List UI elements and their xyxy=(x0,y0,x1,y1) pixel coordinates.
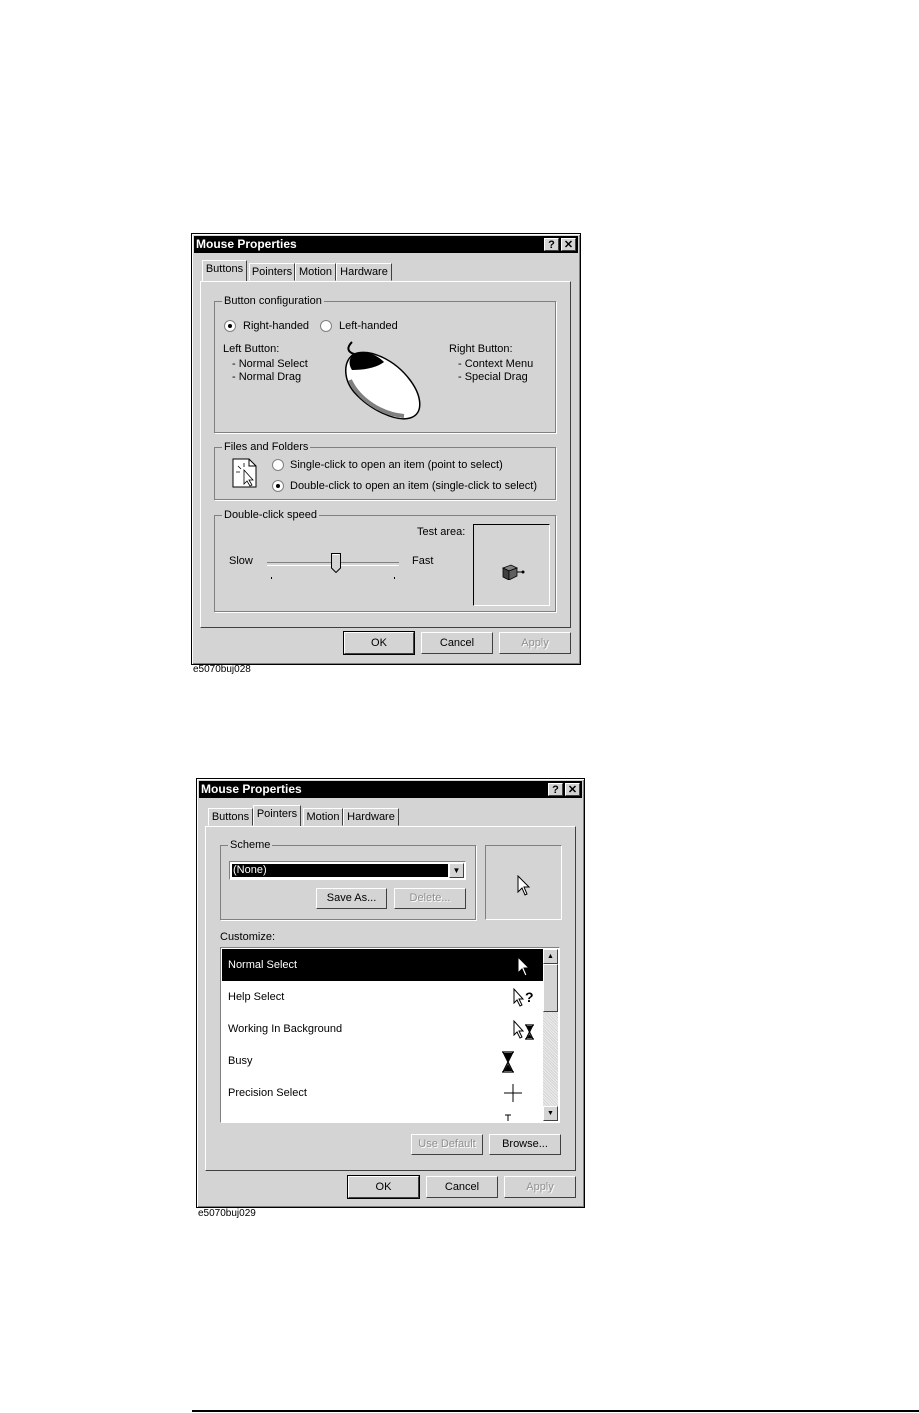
scroll-thumb[interactable] xyxy=(543,964,558,1012)
arrow-cursor-icon xyxy=(512,955,536,977)
help-button[interactable]: ? xyxy=(548,783,563,796)
list-item[interactable] xyxy=(222,1077,544,1109)
delete-button[interactable]: Delete... xyxy=(394,888,466,909)
dialog-title: Mouse Properties xyxy=(201,782,302,796)
jack-in-the-box-icon xyxy=(501,562,525,580)
page-footer-rule xyxy=(192,1410,919,1412)
button-configuration-legend: Button configuration xyxy=(224,295,322,307)
title-bar[interactable] xyxy=(199,781,582,798)
list-item-partial xyxy=(222,1109,544,1121)
double-click-speed-legend: Double-click speed xyxy=(224,509,317,521)
tab-buttons[interactable]: Buttons xyxy=(202,260,247,281)
tab-panel xyxy=(205,826,576,1171)
scheme-group xyxy=(220,839,476,920)
tab-buttons[interactable]: Buttons xyxy=(208,808,253,826)
right-handed-label[interactable]: Right-handed xyxy=(243,320,310,332)
mouse-illustration-icon xyxy=(340,340,430,422)
tab-hardware[interactable]: Hardware xyxy=(336,263,392,281)
scroll-down-button[interactable]: ▼ xyxy=(543,1106,558,1121)
list-scrollbar[interactable] xyxy=(543,949,558,1121)
close-button[interactable]: ✕ xyxy=(561,238,576,251)
speed-slider-tick-right xyxy=(394,577,395,579)
test-area-label: Test area: xyxy=(417,526,466,538)
list-item[interactable] xyxy=(222,1045,544,1077)
customize-label: Customize: xyxy=(220,931,276,943)
text-cursor-icon xyxy=(500,1113,524,1121)
pointer-name: Working In Background xyxy=(228,1023,343,1035)
dialog-title: Mouse Properties xyxy=(196,237,297,251)
close-button[interactable]: ✕ xyxy=(565,783,580,796)
scheme-legend: Scheme xyxy=(230,839,271,851)
left-handed-label[interactable]: Left-handed xyxy=(339,320,398,332)
list-item[interactable] xyxy=(222,981,544,1013)
right-handed-radio[interactable] xyxy=(224,320,236,332)
pointer-name: Precision Select xyxy=(228,1087,307,1099)
tab-hardware[interactable]: Hardware xyxy=(343,808,399,826)
hourglass-icon xyxy=(500,1051,524,1073)
figure-caption-2: e5070buj029 xyxy=(198,1208,256,1219)
svg-text:?: ? xyxy=(525,989,534,1005)
figure-caption-1: e5070buj028 xyxy=(193,664,251,675)
apply-button[interactable]: Apply xyxy=(499,632,571,654)
use-default-button[interactable]: Use Default xyxy=(411,1134,483,1155)
pointer-name: Normal Select xyxy=(228,959,298,971)
slow-label: Slow xyxy=(229,555,253,567)
double-click-label[interactable]: Double-click to open an item (single-click to select) xyxy=(290,480,537,492)
mouse-properties-dialog-pointers xyxy=(196,778,585,1208)
ok-button[interactable]: OK xyxy=(348,1176,419,1198)
left-button-item-2: - Normal Drag xyxy=(232,371,302,383)
scroll-up-button[interactable]: ▲ xyxy=(543,949,558,964)
test-area-box[interactable] xyxy=(473,524,550,606)
browse-button[interactable]: Browse... xyxy=(489,1134,561,1155)
save-as-button[interactable]: Save As... xyxy=(316,888,387,909)
right-button-title: Right Button: xyxy=(449,343,513,355)
tab-pointers[interactable]: Pointers xyxy=(249,263,295,281)
left-handed-radio[interactable] xyxy=(320,320,332,332)
button-configuration-group xyxy=(214,295,556,433)
pointer-preview-box xyxy=(485,845,562,920)
apply-button[interactable]: Apply xyxy=(504,1176,576,1198)
chevron-down-icon[interactable]: ▼ xyxy=(449,863,464,878)
help-button[interactable]: ? xyxy=(544,238,559,251)
left-button-item-1: - Normal Select xyxy=(232,358,308,370)
scheme-select-value: (None) xyxy=(232,864,448,877)
tab-motion[interactable]: Motion xyxy=(295,263,336,281)
scheme-select[interactable] xyxy=(229,861,466,880)
cancel-button[interactable]: Cancel xyxy=(421,632,493,654)
ok-button[interactable]: OK xyxy=(344,632,414,654)
single-click-label[interactable]: Single-click to open an item (point to select) xyxy=(290,459,503,471)
double-click-speed-group xyxy=(214,509,556,612)
crosshair-icon xyxy=(504,1083,528,1105)
right-button-item-2: - Special Drag xyxy=(458,371,528,383)
pointer-list[interactable] xyxy=(220,947,560,1123)
title-bar[interactable] xyxy=(194,236,578,253)
list-item[interactable] xyxy=(222,1013,544,1045)
arrow-cursor-icon xyxy=(517,875,531,897)
working-cursor-icon xyxy=(512,1019,536,1041)
left-button-title: Left Button: xyxy=(223,343,280,355)
double-click-radio[interactable] xyxy=(272,480,284,492)
click-document-icon xyxy=(232,458,258,488)
fast-label: Fast xyxy=(412,555,434,567)
pointer-name: Help Select xyxy=(228,991,285,1003)
files-and-folders-group xyxy=(214,441,556,500)
list-item[interactable] xyxy=(222,949,544,981)
pointer-name: Busy xyxy=(228,1055,253,1067)
mouse-properties-dialog-buttons xyxy=(191,233,581,665)
files-and-folders-legend: Files and Folders xyxy=(224,441,309,453)
tab-motion[interactable]: Motion xyxy=(303,808,343,826)
tab-pointers[interactable]: Pointers xyxy=(253,805,301,826)
single-click-radio[interactable] xyxy=(272,459,284,471)
right-button-item-1: - Context Menu xyxy=(458,358,534,370)
tab-panel xyxy=(200,281,571,628)
speed-slider-tick-left xyxy=(271,577,272,579)
speed-slider-thumb[interactable] xyxy=(331,553,341,573)
help-cursor-icon xyxy=(512,987,536,1009)
cancel-button[interactable]: Cancel xyxy=(426,1176,498,1198)
